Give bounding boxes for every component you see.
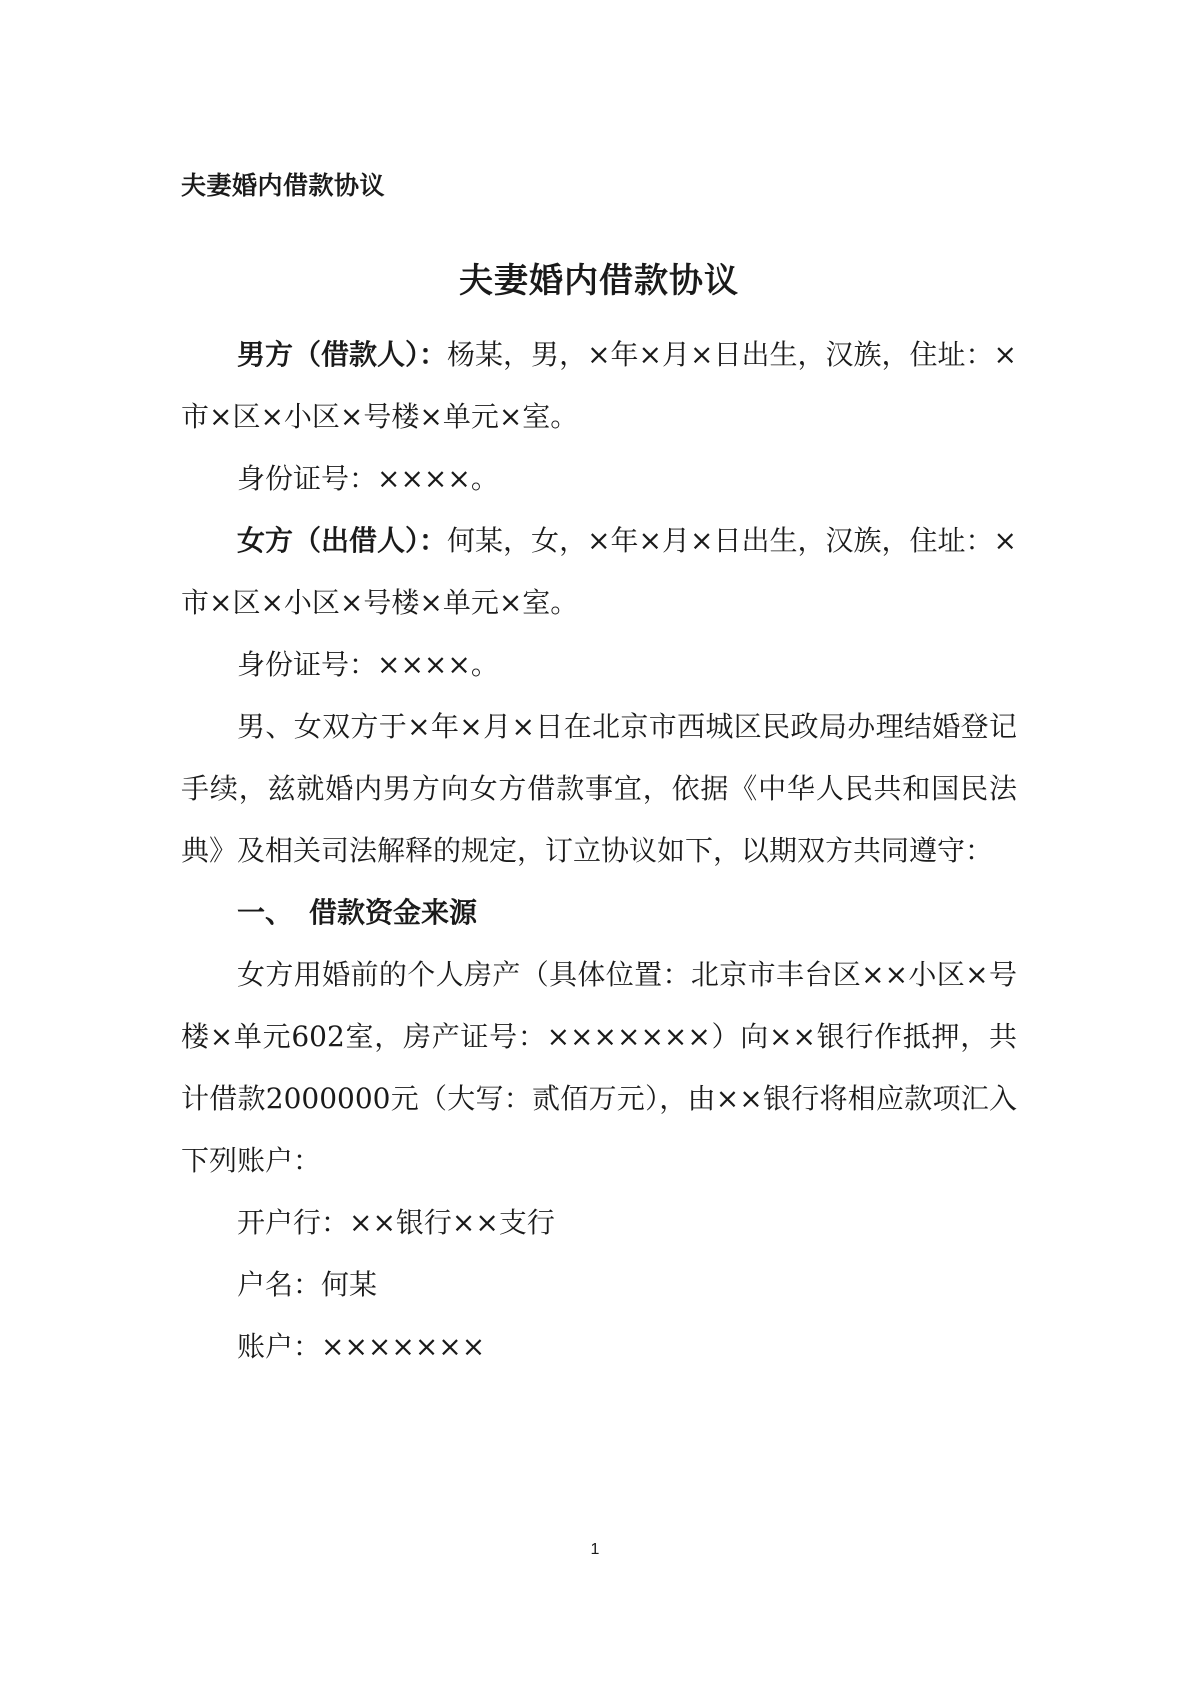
page-number: 1 [590, 1541, 600, 1558]
document-title: 夫妻婚内借款协议 [459, 261, 739, 301]
female-party-paragraph [181, 510, 1017, 634]
document-body [181, 166, 1017, 1378]
section-1-heading [181, 882, 1017, 944]
male-party-paragraph [181, 324, 1017, 448]
section-1-body: 女方用婚前的个人房产（具体位置：北京市丰台区××小区×号楼×单元602室，房产证号：×××××××）向××银行作抵押，共计借款2000000元（大写：贰佰万元），由××银行将相应款项汇入下列账户： [181, 958, 1017, 1177]
document-heading: 夫妻婚内借款协议 [181, 171, 386, 200]
account-line: 账户：××××××× [237, 1330, 486, 1363]
male-party-text: 杨某，男，×年×月×日出生，汉族，住址：×市×区×小区×号楼×单元×室。 [181, 338, 1017, 433]
male-id-line: 身份证号：××××。 [237, 462, 499, 495]
female-party-label: 女方（出借人）： [237, 524, 448, 557]
bank-line: 开户行：××银行××支行 [237, 1206, 555, 1239]
account-name-line: 户名：何某 [237, 1268, 378, 1301]
section-1-number: 一、 [237, 896, 294, 929]
female-id-line: 身份证号：××××。 [237, 648, 499, 681]
section-1-title: 借款资金来源 [309, 896, 478, 929]
female-party-text: 何某，女，×年×月×日出生，汉族，住址：×市×区×小区×号楼×单元×室。 [181, 524, 1017, 619]
preamble-paragraph: 男、女双方于×年×月×日在北京市西城区民政局办理结婚登记手续，兹就婚内男方向女方借款事宜，依据《中华人民共和国民法典》及相关司法解释的规定，订立协议如下，以期双方共同遵守： [181, 710, 1017, 867]
male-party-label: 男方（借款人）： [237, 338, 448, 371]
